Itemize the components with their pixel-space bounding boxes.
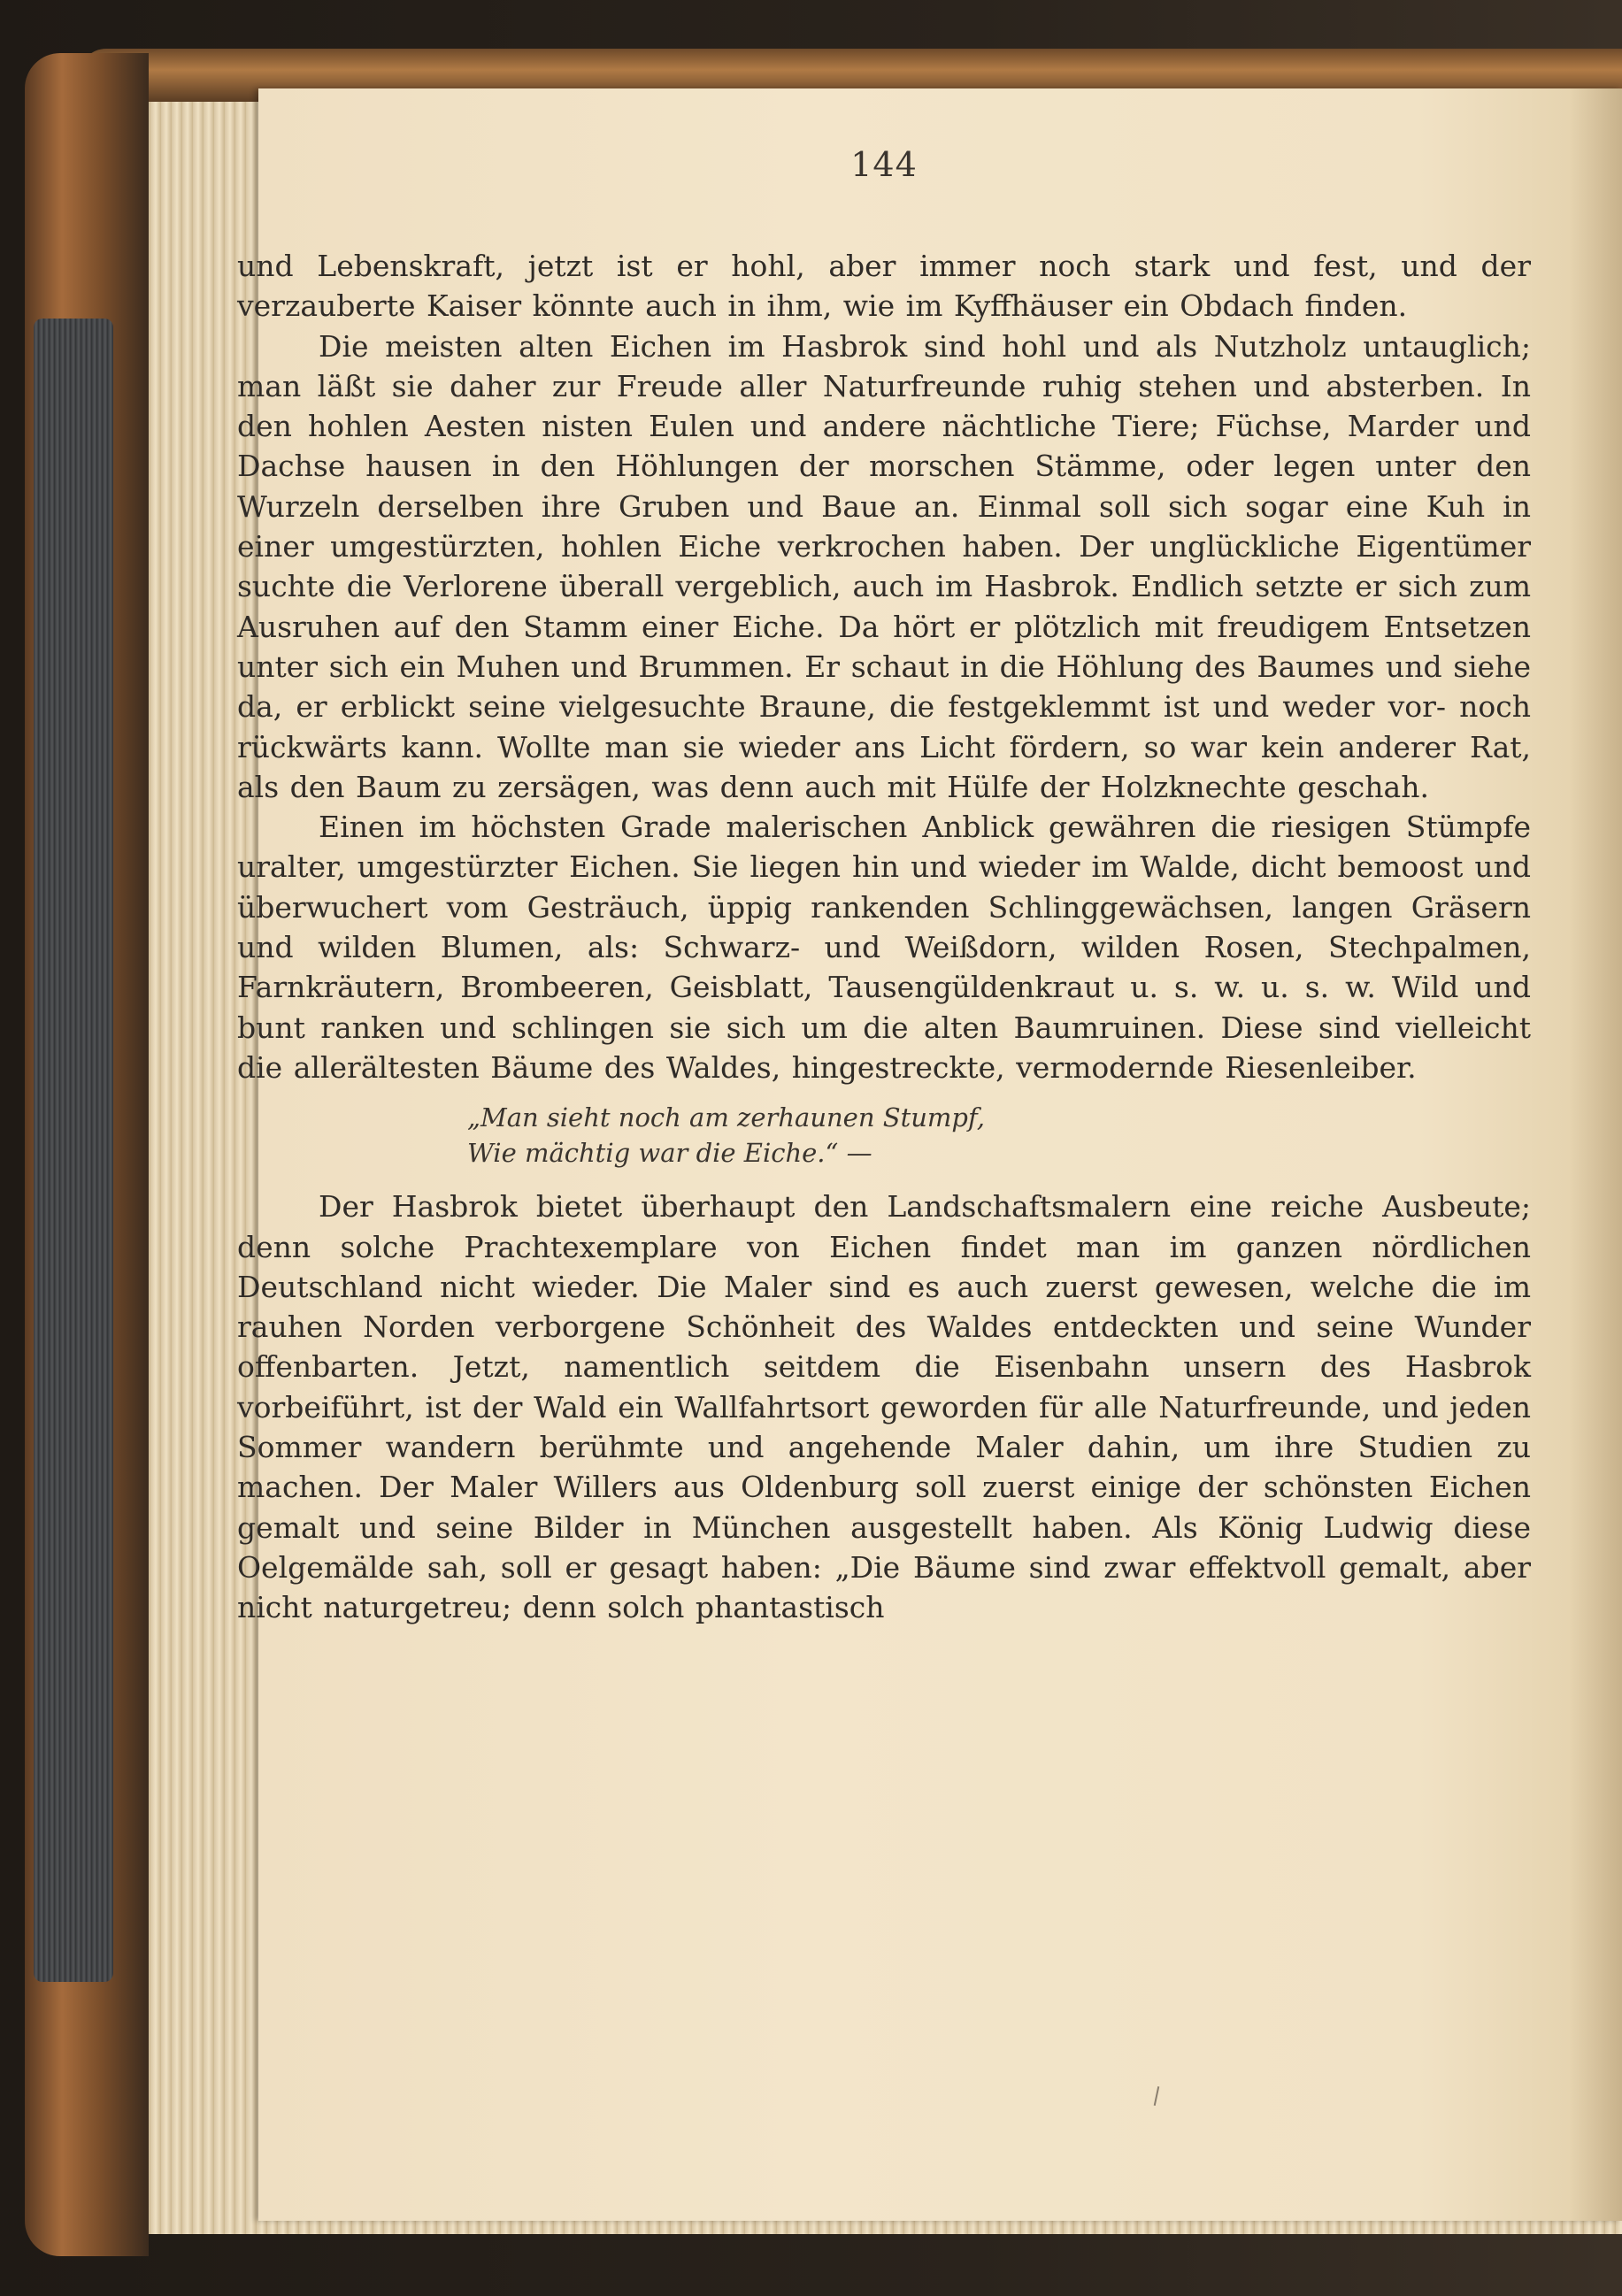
page-gutter-shadow bbox=[1569, 88, 1622, 2221]
page-number: 144 bbox=[850, 145, 918, 184]
paragraph: Der Hasbrok bietet überhaupt den Landschaftsmalern eine reiche Ausbeute; denn solche Prachtexemplare von Eichen findet man im ganzen nördlichen Deutschland nicht wieder. Die Maler sind es auch zuerst gewesen, welche die im rauhen Norden verborgene Schönheit des Waldes entdeckten und seine Wunder offenbarten. Jetzt, namentlich seitdem die Eisenbahn unsern des Hasbrok vorbeiführt, ist der Wald ein Wallfahrtsort geworden für alle Naturfreunde, und jeden Sommer wandern berühmte und angehende Maler dahin, um ihre Studien zu machen. Der Maler Willers aus Oldenburg soll zuerst einige der schönsten Eichen gemalt und seine Bilder in München ausgestellt haben. Als König Ludwig diese Oelgemälde sah, soll er gesagt haben: „Die Bäume sind zwar effektvoll gemalt, aber nicht naturgetreu; denn solch phantastisch bbox=[237, 1189, 1531, 1625]
paragraph: und Lebenskraft, jetzt ist er hohl, aber immer noch stark und fest, und der verzauberte Kaiser könnte auch in ihm, wie im Kyffhäuser ein Obdach finden. bbox=[237, 249, 1531, 324]
quote-line: „Man sieht noch am zerhaunen Stumpf, bbox=[467, 1102, 985, 1133]
paragraph: Einen im höchsten Grade malerischen Anblick gewähren die riesigen Stümpfe uralter, umgestürzter Eichen. Sie liegen hin und wieder im Walde, dicht bemoost und überwuchert vom Gesträuch, üppig rankenden Schlinggewächsen, langen Gräsern und wilden Blumen, als: Schwarz- und Weißdorn, wilden Rosen, Stechpalmen, Farnkräutern, Brombeeren, Geisblatt, Tausengüldenkraut u. s. w. u. s. w. Wild und bunt ranken und schlingen sie sich um die alten Baumruinen. Diese sind vielleicht die allerältesten Bäume des Waldes, hingestreckte, vermodernde Riesenleiber. bbox=[237, 810, 1531, 1085]
page-text bbox=[237, 147, 1531, 1628]
verse-quote bbox=[467, 1100, 1531, 1171]
paragraph: Die meisten alten Eichen im Hasbrok sind hohl und als Nutzholz untauglich; man läßt sie daher zur Freude aller Naturfreunde ruhig stehen und absterben. In den hohlen Aesten nisten Eulen und andere nächtliche Tiere; Füchse, Marder und Dachse hausen in den Höhlungen der morschen Stämme, oder legen unter den Wurzeln derselben ihre Gruben und Baue an. Einmal soll sich sogar eine Kuh in einer umgestürzten, hohlen Eiche verkrochen haben. Der unglückliche Eigentümer suchte die Verlorene überall vergeblich, auch im Hasbrok. Endlich setzte er sich zum Ausruhen auf den Stamm einer Eiche. Da hört er plötzlich mit freudigem Entsetzen unter sich ein Muhen und Brummen. Er schaut in die Höhlung des Baumes und siehe da, er erblickt seine vielgesuchte Braune, die festgeklemmt ist und weder vor- noch rückwärts kann. Wollte man sie wieder ans Licht fördern, so war kein anderer Rat, als den Baum zu zersägen, was denn auch mit Hülfe der Holzknechte geschah. bbox=[237, 328, 1531, 804]
quote-line: Wie mächtig war die Eiche.“ — bbox=[467, 1138, 872, 1169]
book-cover-cloth bbox=[34, 319, 113, 1982]
